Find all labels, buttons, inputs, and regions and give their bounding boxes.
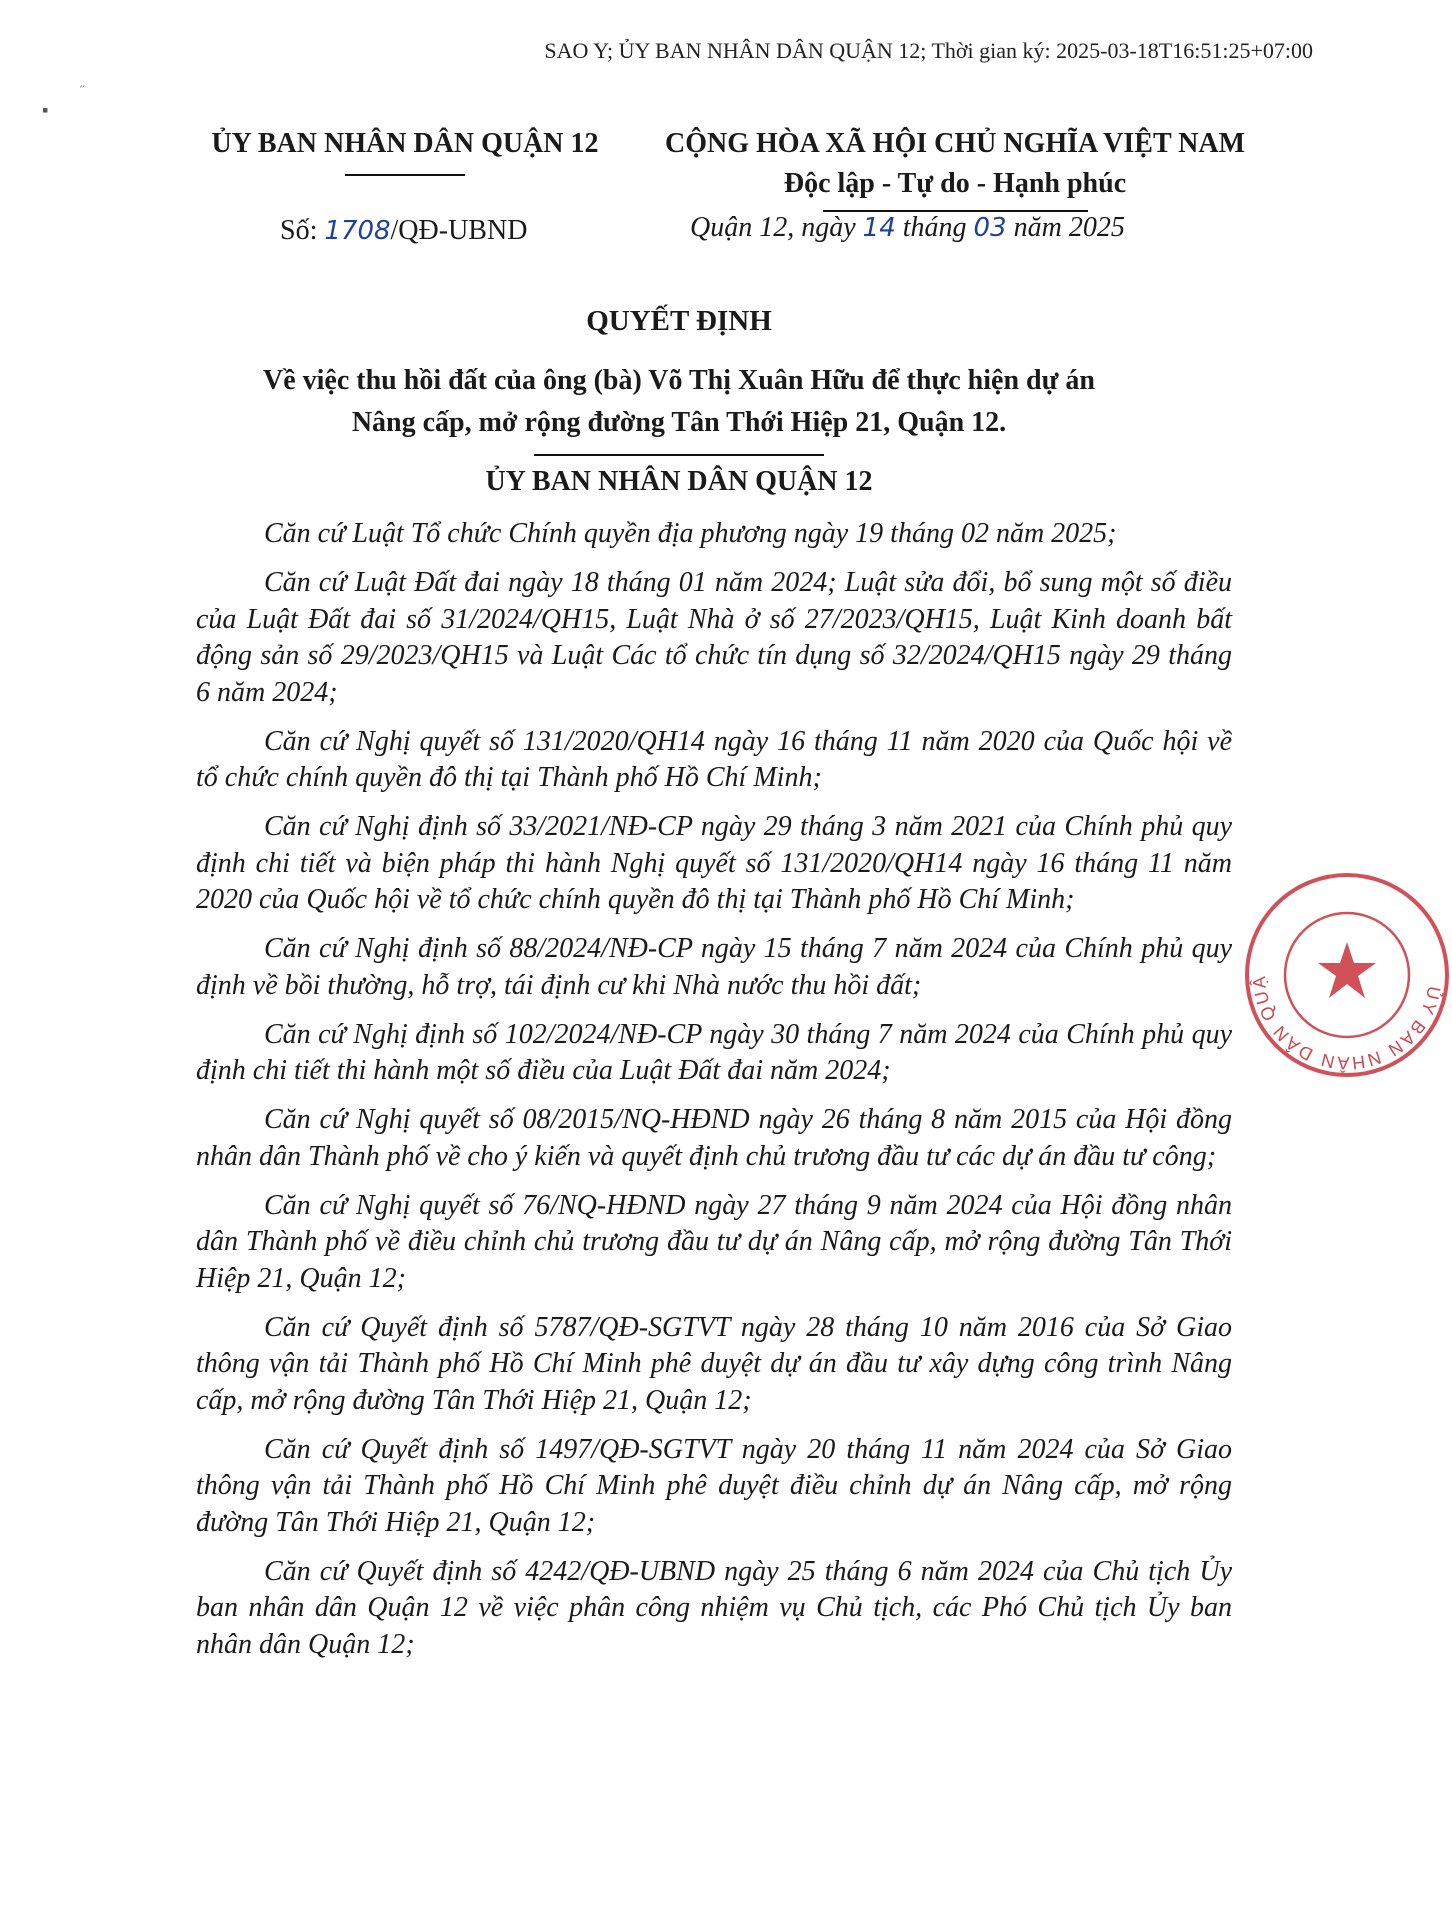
national-motto: Độc lập - Tự do - Hạnh phúc — [783, 168, 1127, 199]
legal-basis-item: Căn cứ Nghị định số 88/2024/NĐ-CP ngày 15 tháng 7 năm 2024 của Chính phủ quy định về bồi thường, hỗ trợ, tái định cư khi Nhà nước thu hồi đất; — [196, 933, 1232, 1001]
legal-basis-item: Căn cứ Quyết định số 1497/QĐ-SGTVT ngày 20 tháng 11 năm 2024 của Sở Giao thông vận tải Thành phố Hồ Chí Minh phê duyệt điều chỉnh dự án Nâng cấp, mở rộng đường Tân Thới Hiệp 21, Quận 12; — [196, 1433, 1232, 1538]
legal-basis-item: Căn cứ Nghị định số 102/2024/NĐ-CP ngày 30 tháng 7 năm 2024 của Chính phủ quy định chi tiết thi hành một số điều của Luật Đất đai năm 2024; — [196, 1018, 1232, 1086]
issuer-underline — [345, 174, 465, 176]
issuer-name: ỦY BAN NHÂN DÂN QUẬN 12 — [211, 128, 599, 159]
seal-graphic — [1242, 870, 1452, 1080]
doc-number-suffix: /QĐ-UBND — [390, 215, 528, 246]
legal-basis-item: Căn cứ Nghị quyết số 76/NQ-HĐND ngày 27 tháng 9 năm 2024 của Hội đồng nhân dân Thành phố về điều chỉnh chủ trương đầu tư dự án Nâng cấp, mở rộng đường Tân Thới Hiệp 21, Quận 12; — [196, 1189, 1232, 1294]
seal-text: ỦY BAN NHÂN DÂN QUẬ — [1248, 973, 1445, 1074]
legal-basis-item: Căn cứ Luật Tổ chức Chính quyền địa phương ngày 19 tháng 02 năm 2025; — [264, 518, 1117, 549]
decision-title: QUYẾT ĐỊNH — [586, 305, 772, 337]
date-day-handwritten: 14 — [862, 213, 896, 243]
nation-name: CỘNG HÒA XÃ HỘI CHỦ NGHĨA VIỆT NAM — [664, 128, 1246, 159]
doc-number-prefix: Số: — [280, 215, 325, 246]
authority-heading: ỦY BAN NHÂN DÂN QUẬN 12 — [485, 466, 873, 497]
decision-subject-line-1: Về việc thu hồi đất của ông (bà) Võ Thị Xuân Hữu để thực hiện dự án — [263, 365, 1095, 396]
legal-basis-item: Căn cứ Luật Đất đai ngày 18 tháng 01 năm 2024; Luật sửa đổi, bổ sung một số điều của Luật Đất đai số 31/2024/QH15, Luật Nhà ở số 27/2023/QH15, Luật Kinh doanh bất động sản số 29/2023/QH15 và Luật Các tổ chức tín dụng số 32/2024/QH15 ngày 29 tháng 6 năm 2024; — [196, 567, 1232, 708]
document-number — [280, 215, 527, 247]
scan-speck: ˝ — [80, 84, 85, 99]
date-prefix: Quận 12, ngày — [690, 212, 863, 243]
legal-basis-item: Căn cứ Quyết định số 5787/QĐ-SGTVT ngày 28 tháng 10 năm 2016 của Sở Giao thông vận tải Thành phố Hồ Chí Minh phê duyệt dự án đầu tư xây dựng công trình Nâng cấp, mở rộng đường Tân Thới Hiệp 21, Quận 12; — [196, 1311, 1232, 1416]
issuer-block — [170, 128, 640, 176]
date-month-label: tháng — [895, 212, 974, 243]
seal-star-icon — [1318, 942, 1376, 998]
legal-basis-item: Căn cứ Quyết định số 4242/QĐ-UBND ngày 25 tháng 6 năm 2024 của Chủ tịch Ủy ban nhân dân Quận 12 về việc phân công nhiệm vụ Chủ tịch, các Phó Chủ tịch Ủy ban nhân dân Quận 12; — [196, 1555, 1232, 1660]
scan-speck: ▪ — [42, 100, 49, 120]
red-seal — [1242, 870, 1452, 1080]
legal-basis-item: Căn cứ Nghị quyết số 08/2015/NQ-HĐND ngày 26 tháng 8 năm 2015 của Hội đồng nhân dân Thành phố về cho ý kiến và quyết định chủ trương đầu tư các dự án đầu tư công; — [196, 1104, 1232, 1172]
document-date — [690, 212, 1125, 244]
doc-number-handwritten: 1708 — [324, 216, 391, 246]
legal-basis-item: Căn cứ Nghị định số 33/2021/NĐ-CP ngày 29 tháng 3 năm 2021 của Chính phủ quy định chi tiết và biện pháp thi hành Nghị quyết số 131/2020/QH14 ngày 16 tháng 11 năm 2020 của Quốc hội về tổ chức chính quyền đô thị tại Thành phố Hồ Chí Minh; — [196, 811, 1232, 915]
national-header — [640, 124, 1270, 212]
digital-signature-stamp: SAO Y; ỦY BAN NHÂN DÂN QUẬN 12; Thời gian ký: 2025-03-18T16:51:25+07:00 — [544, 38, 1313, 63]
legal-bases — [196, 516, 1232, 1676]
legal-basis-item: Căn cứ Nghị quyết số 131/2020/QH14 ngày 16 tháng 11 năm 2020 của Quốc hội về tổ chức chính quyền đô thị tại Thành phố Hồ Chí Minh; — [196, 725, 1232, 793]
date-month-handwritten: 03 — [973, 213, 1007, 243]
decision-subject-line-2: Nâng cấp, mở rộng đường Tân Thới Hiệp 21, Quận 12. — [351, 407, 1007, 438]
title-underline — [534, 454, 824, 456]
decision-title-block — [150, 300, 1208, 456]
date-year-label: năm 2025 — [1006, 212, 1125, 243]
